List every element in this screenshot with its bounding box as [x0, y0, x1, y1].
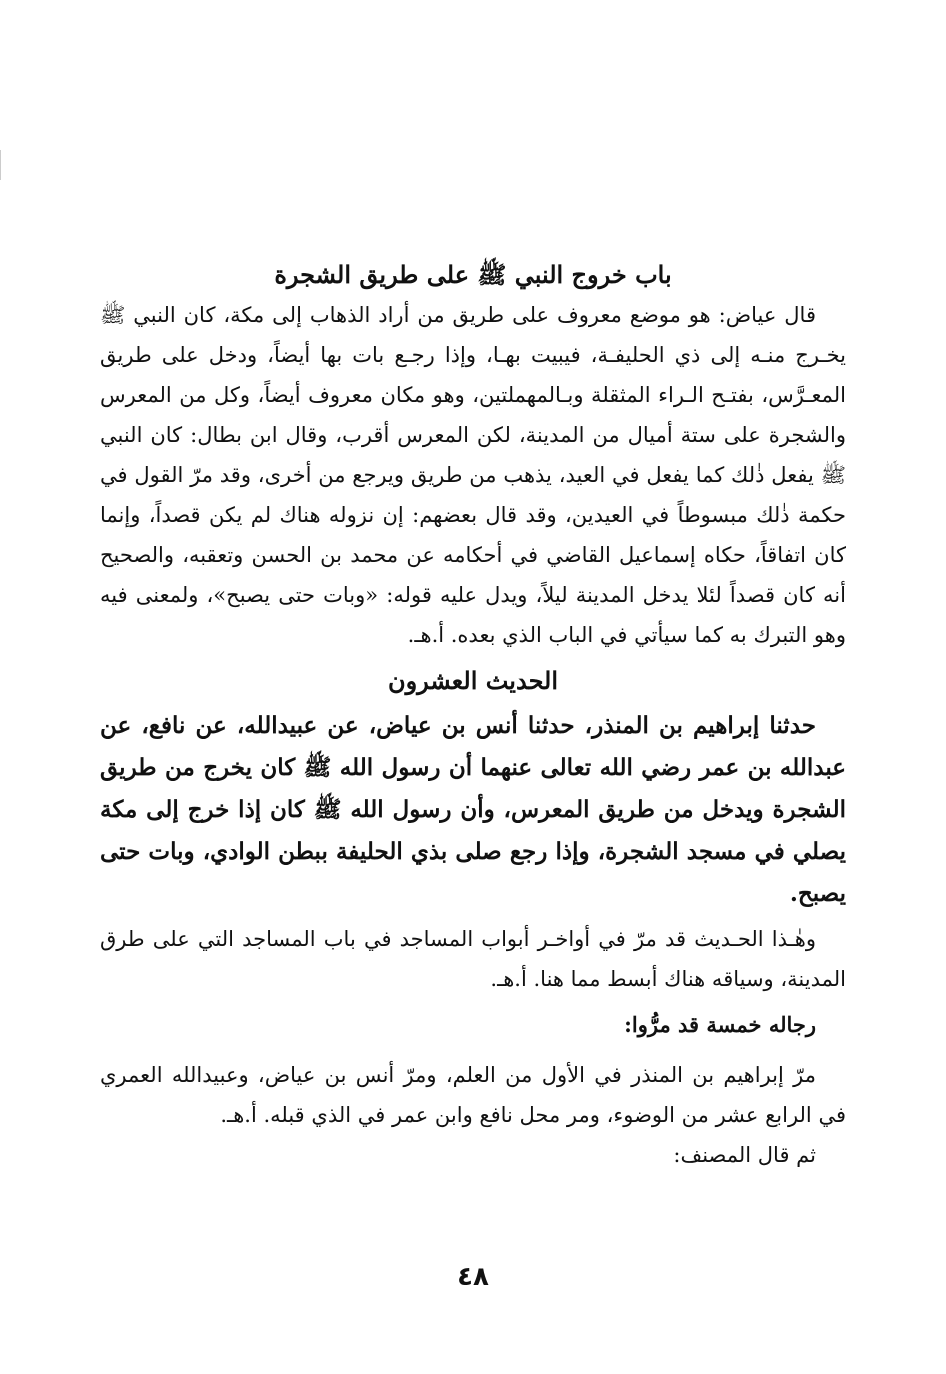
chapter-title: باب خروج النبي ﷺ على طريق الشجرة — [274, 260, 672, 289]
hadith-text: حدثنا إبراهيم بن المنذر، حدثنا أنس بن عياض، عن عبيدالله، عن نافع، عن عبدالله بن عمر رضي الله تعالى عنهما أن رسول الله ﷺ كان يخرج من طريق الشجرة ويدخل من طريق المعرس، وأن رسول الله ﷺ كان إذا خرج إلى مكة يصلي في مسجد الشجرة، وإذا رجع صلى بذي الحليفة ببطن الوادي، وبات حتى يصبح. — [100, 712, 846, 907]
page-body — [100, 255, 846, 1175]
commentary-paragraph: وهٰـذا الحـديث قد مرّ في أواخـر أبواب المساجد في باب المساجد التي على طرق المدينة، وسياقه هناك أبسط مما هنا. أ.هـ. — [100, 927, 846, 991]
hadith-heading: الحديث العشرون — [387, 666, 559, 695]
page-number: ٤٨ — [457, 1262, 489, 1292]
closing-line: ثم قال المصنف: — [673, 1143, 816, 1167]
scan-margin-mark — [0, 150, 1, 180]
narrators-heading: رجاله خمسة قد مرُّوا: — [624, 1012, 816, 1037]
narrators-paragraph: مرّ إبراهيم بن المنذر في الأول من العلم، ومرّ أنس بن عياض، وعبيدالله العمري في الرابع عشر من الوضوء، ومر محل نافع وابن عمر في الذي قبله. أ.هـ. — [100, 1063, 846, 1127]
intro-paragraph: قال عياض: هو موضع معروف على طريق من أراد الذهاب إلى مكة، كان النبي ﷺ يخـرج منـه إلى ذي الحليفـة، فيبيت بهـا، وإذا رجـع بات بها أيضاً، ودخل على طريق المعـرَّس، بفتـح الـراء المثقلة وبـالمهملتين، وهو مكان معروف أيضاً، وكل من المعرس والشجرة على ستة أميال من المدينة، لكن المعرس أقرب، وقال ابن بطال: كان النبي ﷺ يفعل ذٰلك كما يفعل في العيد، يذهب من طريق ويرجع من أخرى، وقد مرّ القول في حكمة ذٰلك مبسوطاً في العيدين، وقد قال بعضهم: إن نزوله هناك لم يكن قصداً، وإنما كان اتفاقاً، حكاه إسماعيل القاضي في أحكامه عن محمد بن الحسن وتعقبه، والصحيح أنه كان قصداً لئلا يدخل المدينة ليلاً، ويدل عليه قوله: «وبات حتى يصبح»، ولمعنى فيه وهو التبرك به كما سيأتي في الباب الذي بعده. أ.هـ. — [100, 303, 846, 647]
